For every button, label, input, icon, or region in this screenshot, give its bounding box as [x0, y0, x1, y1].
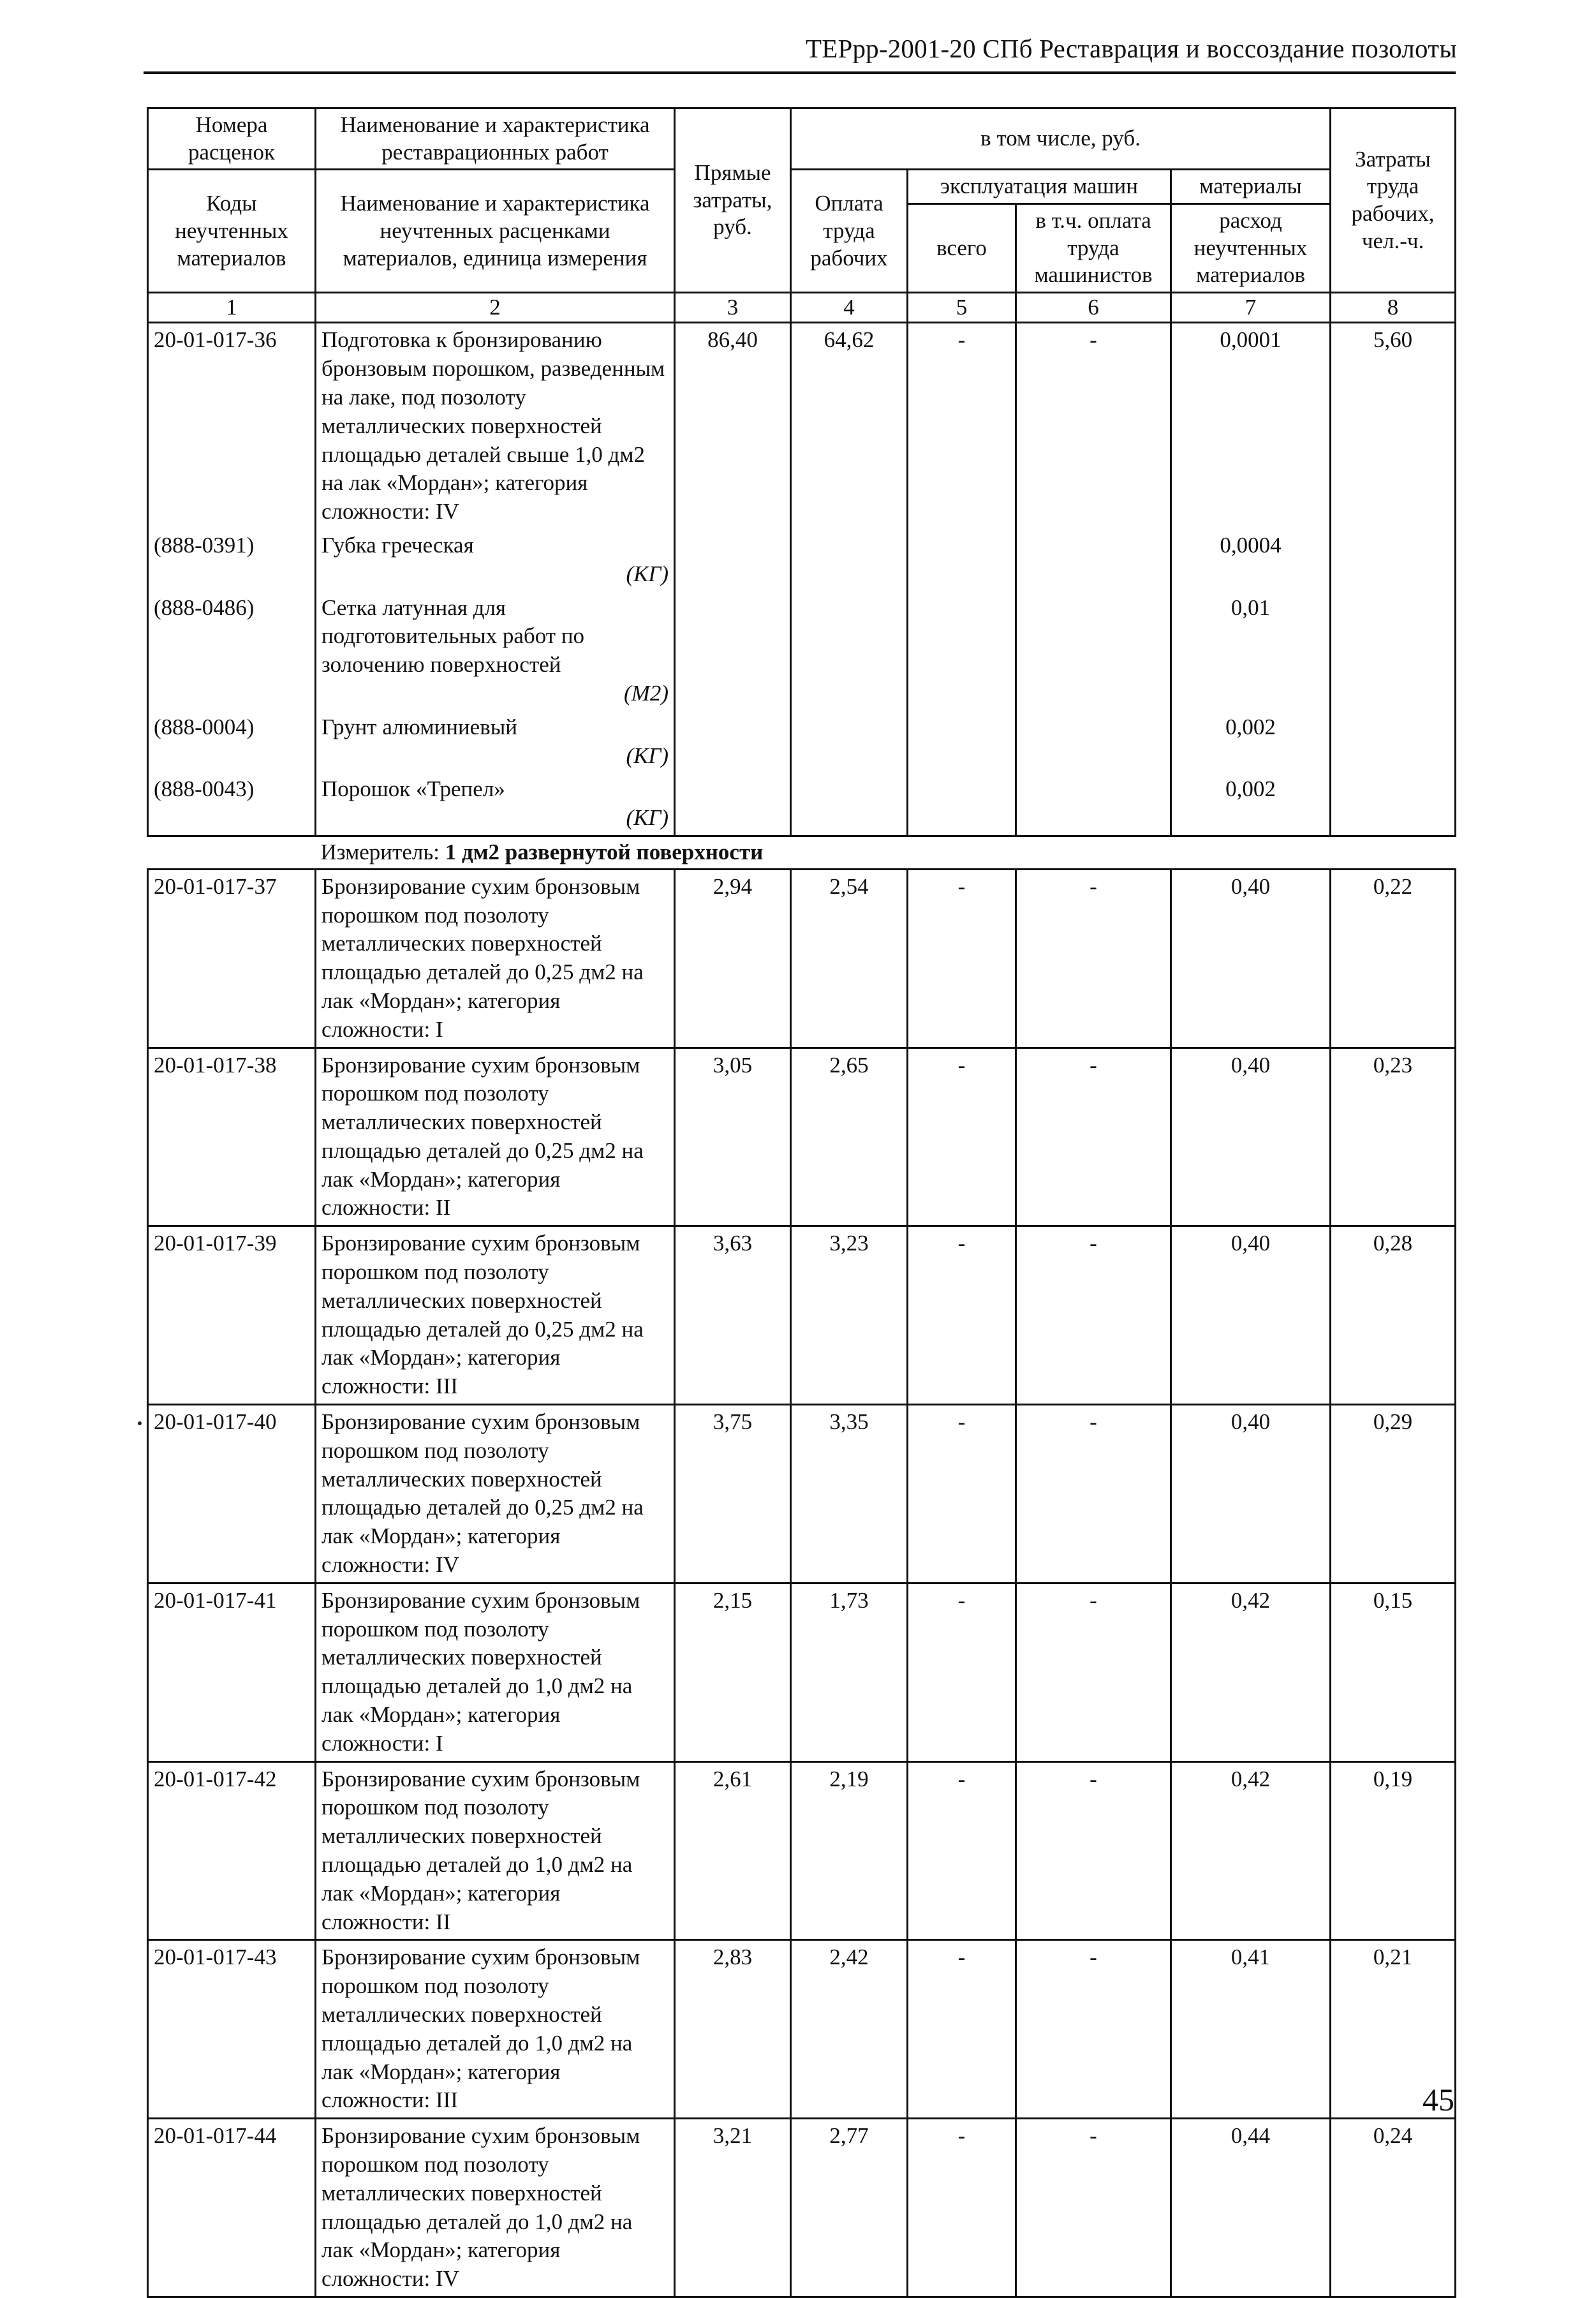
worker-pay: 2,19: [791, 1761, 908, 1940]
header-description: [316, 108, 675, 170]
column-number: 7: [1171, 293, 1331, 323]
machinists-pay: -: [1016, 1226, 1171, 1405]
header-worker-pay: Оплата труда рабочих: [791, 170, 908, 293]
measure-row: [148, 836, 1456, 869]
worker-pay: 2,42: [791, 1940, 908, 2119]
direct-costs: 2,83: [675, 1940, 791, 2119]
column-number: 6: [1016, 293, 1171, 323]
materials-value: 0,40: [1171, 869, 1331, 1048]
table-row: [148, 1405, 1456, 1583]
header-col2-top: Наименование и характеристика реставрационных работ: [340, 112, 650, 165]
machinists-pay: -: [1016, 2119, 1171, 2297]
material-qty: 0,002: [1171, 773, 1331, 836]
machinists-pay: -: [1016, 1940, 1171, 2119]
header-machinists-pay: в т.ч. оплата труда машинистов: [1016, 204, 1171, 293]
rate-code: 20-01-017-44: [148, 2119, 316, 2297]
rate-code: 20-01-017-43: [148, 1940, 316, 2119]
machinists-pay: -: [1016, 1761, 1171, 1940]
machines-total: -: [908, 1761, 1016, 1940]
table-row: [148, 1940, 1456, 2119]
worker-pay: 2,65: [791, 1048, 908, 1226]
worker-pay: 3,23: [791, 1226, 908, 1405]
header-machines-total: всего: [908, 204, 1016, 293]
machines-total: -: [908, 1048, 1016, 1226]
rate-code: 20-01-017-38: [148, 1048, 316, 1226]
rate-description: Бронзирование сухим бронзовым порошком под позолоту металлических поверхностей площадью деталей до 1,0 дм2 на лак «Мордан»; категория сложности: I: [316, 1583, 675, 1761]
materials-value: 0,42: [1171, 1583, 1331, 1761]
worker-pay: 2,77: [791, 2119, 908, 2297]
material-unit: (КГ): [626, 743, 669, 768]
measure-prefix: Измеритель:: [320, 839, 445, 864]
direct-costs: 3,21: [675, 2119, 791, 2297]
machines-total: -: [908, 2119, 1016, 2297]
table-row: [148, 1226, 1456, 1405]
materials-value: 0,42: [1171, 1761, 1331, 1940]
column-number: 3: [675, 293, 791, 323]
material-qty: 0,01: [1171, 591, 1331, 711]
machines-total: -: [908, 869, 1016, 1048]
rate-description: Бронзирование сухим бронзовым порошком под позолоту металлических поверхностей площадью деталей до 0,25 дм2 на лак «Мордан»; категория сложности: I: [316, 869, 675, 1048]
labor-costs: 0,23: [1331, 1048, 1456, 1226]
machinists-pay: -: [1016, 869, 1171, 1048]
column-number: 4: [791, 293, 908, 323]
direct-costs: 86,40: [675, 323, 791, 529]
header-materials-consumption: расход неучтенных материалов: [1171, 204, 1331, 293]
rate-description: Бронзирование сухим бронзовым порошком под позолоту металлических поверхностей площадью деталей до 0,25 дм2 на лак «Мордан»; категория сложности: III: [316, 1226, 675, 1405]
header-labor-costs: Затраты труда рабочих, чел.-ч.: [1331, 108, 1456, 293]
rate-description: Бронзирование сухим бронзовым порошком под позолоту металлических поверхностей площадью деталей до 1,0 дм2 на лак «Мордан»; категория сложности: IV: [316, 2119, 675, 2297]
labor-costs: 0,29: [1331, 1405, 1456, 1583]
labor-costs: 0,21: [1331, 1940, 1456, 2119]
machines-total: -: [908, 1583, 1016, 1761]
rate-code: 20-01-017-37: [148, 869, 316, 1048]
direct-costs: 2,94: [675, 869, 791, 1048]
rate-description: Бронзирование сухим бронзовым порошком под позолоту металлических поверхностей площадью деталей до 1,0 дм2 на лак «Мордан»; категория сложности: III: [316, 1940, 675, 2119]
worker-pay: 64,62: [791, 323, 908, 529]
page-number: 45: [1422, 2082, 1454, 2117]
table-row: [148, 1583, 1456, 1761]
labor-costs: 0,22: [1331, 869, 1456, 1048]
rate-code: 20-01-017-42: [148, 1761, 316, 1940]
table-row: [148, 323, 1456, 529]
table-row: [148, 1048, 1456, 1226]
header-codes: [148, 108, 316, 170]
materials-value: 0,44: [1171, 2119, 1331, 2297]
rate-code: 20-01-017-41: [148, 1583, 316, 1761]
materials-value: 0,40: [1171, 1405, 1331, 1583]
machines-total: -: [908, 1940, 1016, 2119]
machinists-pay: -: [1016, 1583, 1171, 1761]
price-table: [147, 107, 1456, 2298]
material-row: [148, 529, 1456, 591]
materials-value: 0,41: [1171, 1940, 1331, 2119]
material-name: Порошок «Трепел»: [321, 776, 505, 802]
measure-value: 1 дм2 развернутой поверхности: [445, 839, 764, 864]
rate-code: 20-01-017-40: [148, 1405, 316, 1583]
material-name: Грунт алюминиевый: [321, 714, 517, 739]
table-row: [148, 1761, 1456, 1940]
margin-dot: [138, 1421, 142, 1425]
materials-value: 0,40: [1171, 1226, 1331, 1405]
material-code: (888-0486): [148, 591, 316, 711]
header-machines: эксплуатация машин: [908, 170, 1171, 204]
machines-total: -: [908, 1226, 1016, 1405]
material-code: (888-0391): [148, 529, 316, 591]
labor-costs: 0,24: [1331, 2119, 1456, 2297]
material-row: [148, 591, 1456, 711]
column-number: 8: [1331, 293, 1456, 323]
rate-code: 20-01-017-39: [148, 1226, 316, 1405]
machines-total: -: [908, 323, 1016, 529]
header-group-title: в том числе, руб.: [791, 108, 1331, 170]
header-direct-costs: Прямые затраты, руб.: [675, 108, 791, 293]
measure-line: [316, 836, 1456, 869]
material-row: [148, 773, 1456, 836]
materials-value: 0,0001: [1171, 323, 1331, 529]
material-unit: (КГ): [626, 805, 669, 831]
labor-costs: 0,15: [1331, 1583, 1456, 1761]
labor-costs: 0,28: [1331, 1226, 1456, 1405]
worker-pay: 1,73: [791, 1583, 908, 1761]
column-number: 1: [148, 293, 316, 323]
direct-costs: 3,75: [675, 1405, 791, 1583]
machinists-pay: -: [1016, 1405, 1171, 1583]
direct-costs: 3,63: [675, 1226, 791, 1405]
material-code: (888-0043): [148, 773, 316, 836]
table-row: [148, 869, 1456, 1048]
column-number: 2: [316, 293, 675, 323]
materials-value: 0,40: [1171, 1048, 1331, 1226]
direct-costs: 2,61: [675, 1761, 791, 1940]
material-unit: (М2): [624, 680, 669, 706]
running-head: ТЕРрр-2001-20 СПб Реставрация и воссоздание позолоты: [805, 34, 1457, 63]
rate-description: Бронзирование сухим бронзовым порошком под позолоту металлических поверхностей площадью деталей до 1,0 дм2 на лак «Мордан»; категория сложности: II: [316, 1761, 675, 1940]
header-materials: материалы: [1171, 170, 1331, 204]
header-material-desc: Наименование и характеристика неучтенных расценками материалов, единица измерения: [316, 170, 675, 293]
machines-total: -: [908, 1405, 1016, 1583]
material-row: [148, 711, 1456, 773]
header-col1-top: Номера расценок: [188, 112, 276, 165]
rates-body: [148, 869, 1456, 2297]
labor-costs: 5,60: [1331, 323, 1456, 529]
material-name: Сетка латунная для подготовительных работ по золочению поверхностей: [321, 595, 585, 678]
worker-pay: 2,54: [791, 869, 908, 1048]
direct-costs: 2,15: [675, 1583, 791, 1761]
material-qty: 0,002: [1171, 711, 1331, 773]
material-name: Губка греческая: [321, 532, 474, 558]
rate-description: Бронзирование сухим бронзовым порошком под позолоту металлических поверхностей площадью деталей до 0,25 дм2 на лак «Мордан»; категория сложности: IV: [316, 1405, 675, 1583]
table-row: [148, 2119, 1456, 2297]
rate-code: 20-01-017-36: [148, 323, 316, 529]
machinists-pay: -: [1016, 1048, 1171, 1226]
worker-pay: 3,35: [791, 1405, 908, 1583]
material-qty: 0,0004: [1171, 529, 1331, 591]
header-material-codes: Коды неучтенных материалов: [148, 170, 316, 293]
rate-description: Подготовка к бронзированию бронзовым порошком, разведенным на лаке, под позолоту металлических поверхностей площадью деталей свыше 1,0 дм2 на лак «Мордан»; категория сложности: IV: [316, 323, 675, 529]
material-unit: (КГ): [626, 561, 669, 586]
direct-costs: 3,05: [675, 1048, 791, 1226]
column-number: 5: [908, 293, 1016, 323]
material-code: (888-0004): [148, 711, 316, 773]
header-rule: [144, 71, 1456, 74]
rate-description: Бронзирование сухим бронзовым порошком под позолоту металлических поверхностей площадью деталей до 0,25 дм2 на лак «Мордан»; категория сложности: II: [316, 1048, 675, 1226]
labor-costs: 0,19: [1331, 1761, 1456, 1940]
machinists-pay: -: [1016, 323, 1171, 529]
